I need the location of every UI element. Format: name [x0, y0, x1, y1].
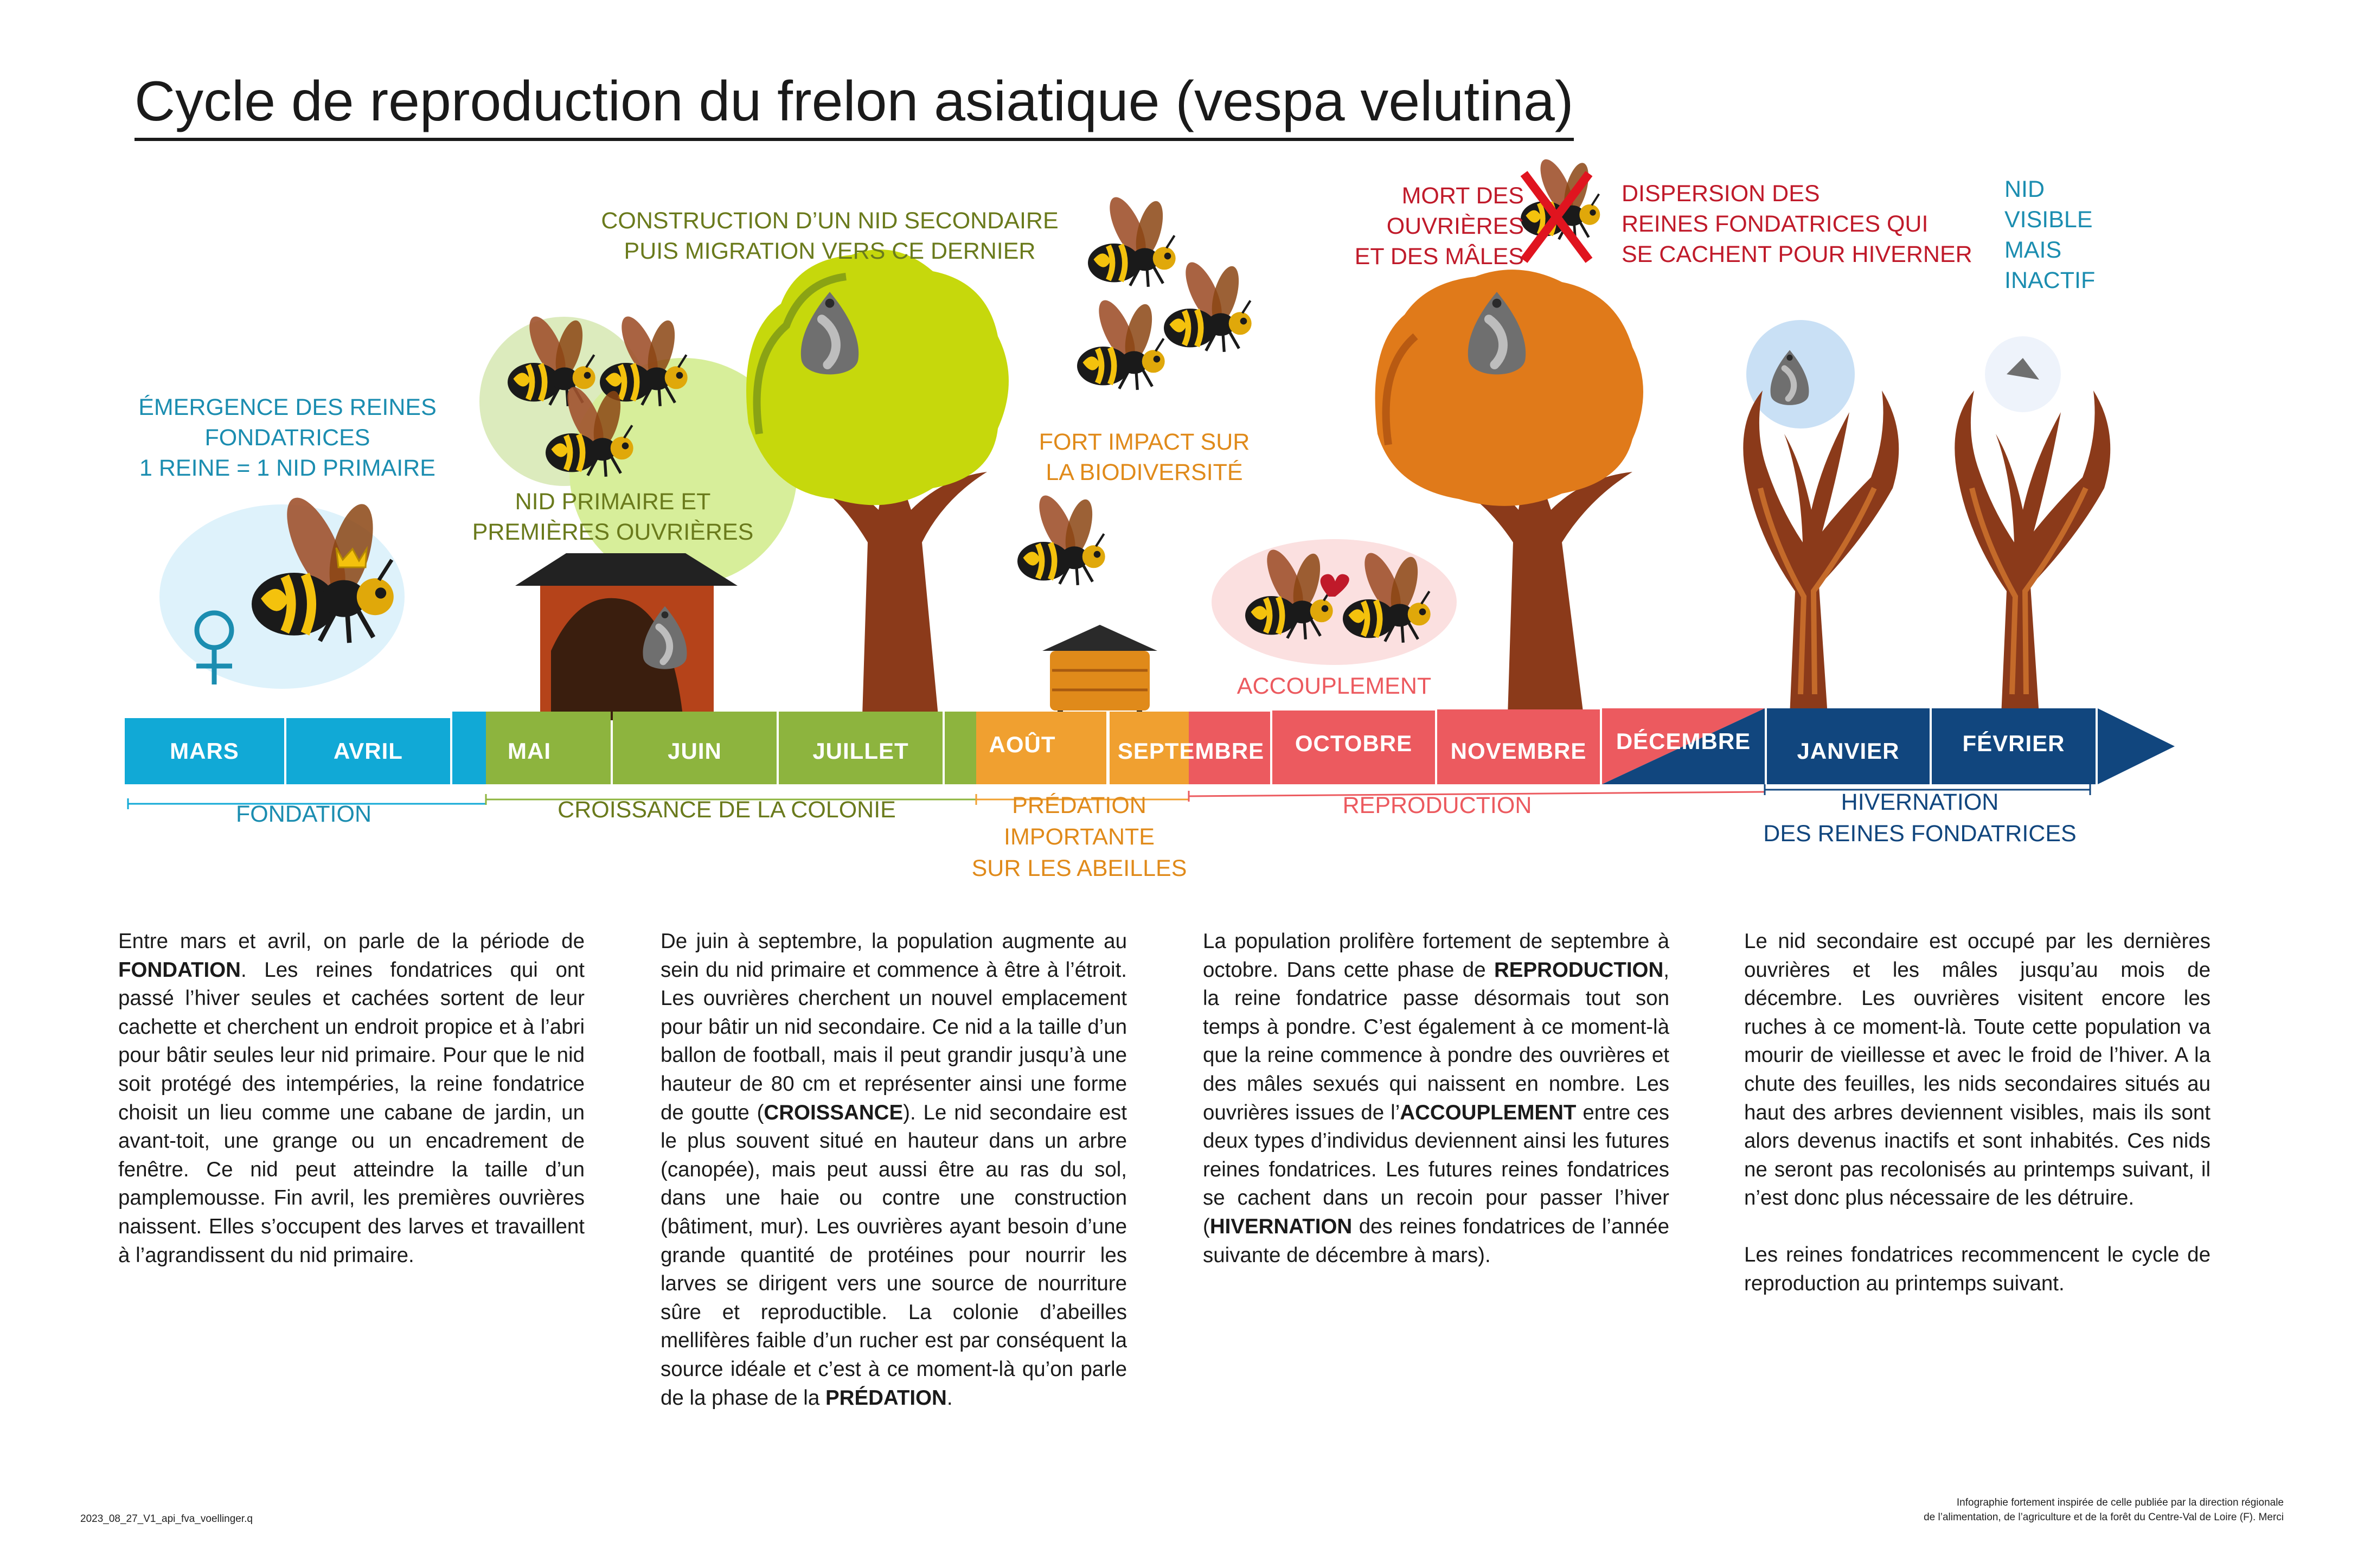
text-column-fondation	[118, 927, 585, 1298]
file-reference: 2023_08_27_V1_api_fva_voellinger.q	[80, 1513, 253, 1525]
text-run: Le nid secondaire est occupé par les dernières ouvrières et les mâles jusqu’au mois de décembre. Les ouvrières visitent encore les ruches à ce moment-là. Toute cette population va mourir de vieillesse et avec le froid de l’hiver. A la chute des feuilles, les nids secondaires situés au haut des arbres deviennent visibles, mais ils sont alors devenus inactifs et sont inhabités. Ces nids ne seront pas recolonisés au printemps suivant, il n’est donc plus nécessaire de les détruire.	[1744, 930, 2211, 1210]
paragraph	[1744, 927, 2211, 1213]
text-run: des reines fondatrices de l’année suivante de décembre à mars).	[1203, 1214, 1669, 1267]
paragraph	[118, 927, 585, 1270]
text-run: entre ces deux types d’individus deviennent ainsi les futures reines fondatrices. Les futures reines fondatrices se cachent dans un recoin pour passer l’hiver (	[1203, 1100, 1669, 1238]
bold-term: CROISSANCE	[764, 1100, 904, 1124]
text-run: ). Le nid secondaire est le plus souvent situé en hauteur dans un arbre (canopée), mais peut aussi être au ras du sol, dans une haie ou contre une construction (bâtiment, mur). Les ouvrières ayant besoin d’une grande quantité de protéines pour nourrir les larves se dirigent vers une source de nourriture sûre et reproductible. La colonie d’abeilles mellifères faible d’un rucher est par conséquent la source idéale et c’est à ce moment-là qu’on parle de la phase de la	[661, 1100, 1127, 1410]
text-run: .	[946, 1386, 953, 1410]
label-dispersion: DISPERSION DES REINES FONDATRICES QUI SE CACHENT POUR HIVERNER	[1622, 181, 1972, 267]
month-mars: MARS	[170, 738, 239, 764]
month-octobre: OCTOBRE	[1295, 731, 1413, 756]
month-juin: JUIN	[668, 738, 722, 764]
text-run: Les reines fondatrices recommencent le cycle de reproduction au printemps suivant.	[1744, 1243, 2211, 1295]
text-column-croissance	[661, 927, 1127, 1441]
month-septembre: SEPTEMBRE	[1117, 738, 1265, 764]
month-janvier: JANVIER	[1797, 738, 1900, 764]
label-mort: MORT DES OUVRIÈRES ET DES MÂLES	[1354, 183, 1524, 270]
phase-hivernation: HIVERNATION DES REINES FONDATRICES	[1763, 789, 2077, 847]
text-run: , la reine fondatrice passe désormais tout son temps à pondre. C’est également à ce moment-là que la reine commence à pondre des ouvrières et des mâles sexués qui naissent en nombre. Les ouvrières issues de l’	[1203, 958, 1669, 1124]
label-emergence: ÉMERGENCE DES REINES FONDATRICES 1 REINE = 1 NID PRIMAIRE	[138, 394, 437, 481]
label-accouplement: ACCOUPLEMENT	[1237, 673, 1432, 699]
label-nid-visible: NID VISIBLE MAIS INACTIF	[2004, 176, 2096, 293]
paragraph	[1744, 1241, 2211, 1298]
phase-reproduction: REPRODUCTION	[1342, 792, 1532, 818]
text-run: . Les reines fondatrices qui ont passé l’hiver seules et cachées sortent de leur cachette et cherchent un endroit propice et à l’abri pour bâtir seules leur nid primaire. Pour que le nid soit protégé des intempéries, la reine fondatrice choisit un lieu comme une cabane de jardin, un avant-toit, une grange ou un encadrement de fenêtre. Ce nid peut atteindre la taille d’un pamplemousse. Fin avril, les premières ouvrières naissent. Elles s’occupent des larves et travaillent à l’agrandissent du nid primaire.	[118, 958, 585, 1267]
label-nid-primaire: NID PRIMAIRE ET PREMIÈRES OUVRIÈRES	[472, 489, 754, 545]
text-column-hivernation	[1744, 927, 2211, 1326]
credit-note: Infographie fortement inspirée de celle publiée par la direction régionale de l’alimentation, de l’agriculture et de la forêt du Centre-Val de Loire (F). Merci	[1924, 1497, 2284, 1523]
text-run: Entre mars et avril, on parle de la période de	[118, 930, 585, 953]
month-juillet: JUILLET	[812, 738, 909, 764]
page-title: Cycle de reproduction du frelon asiatique (vespa velutina)	[134, 69, 1574, 141]
bold-term: FONDATION	[118, 958, 241, 982]
text-run: De juin à septembre, la population augmente au sein du nid primaire et commence à être à l’étroit. Les ouvrières cherchent un nouvel emplacement pour bâtir un nid secondaire. Ce nid a la taille d’un ballon de football, mais il peut grandir jusqu’à une hauteur de 80 cm et représenter ainsi une forme de goutte (	[661, 930, 1127, 1124]
month-fevrier: FÉVRIER	[1962, 731, 2065, 756]
bold-term: REPRODUCTION	[1494, 958, 1664, 982]
paragraph	[1203, 927, 1669, 1270]
month-avril: AVRIL	[334, 738, 403, 764]
paragraph	[661, 927, 1127, 1412]
phase-fondation: FONDATION	[235, 801, 372, 827]
month-decembre: DÉCEMBRE	[1616, 728, 1751, 754]
bold-term: HIVERNATION	[1209, 1214, 1353, 1238]
label-construction: CONSTRUCTION D’UN NID SECONDAIRE PUIS MIGRATION VERS CE DERNIER	[601, 208, 1059, 264]
bold-term: PRÉDATION	[825, 1386, 947, 1410]
text-run: La population prolifère fortement de septembre à octobre. Dans cette phase de	[1203, 930, 1669, 982]
phase-predation: PRÉDATION IMPORTANTE SUR LES ABEILLES	[971, 792, 1187, 882]
month-aout: AOÛT	[989, 732, 1056, 757]
phase-croissance: CROISSANCE DE LA COLONIE	[558, 797, 896, 823]
label-impact: FORT IMPACT SUR LA BIODIVERSITÉ	[1039, 429, 1250, 485]
month-novembre: NOVEMBRE	[1450, 738, 1587, 764]
text-column-reproduction	[1203, 927, 1669, 1298]
bold-term: ACCOUPLEMENT	[1400, 1100, 1577, 1124]
month-mai: MAI	[508, 738, 551, 764]
